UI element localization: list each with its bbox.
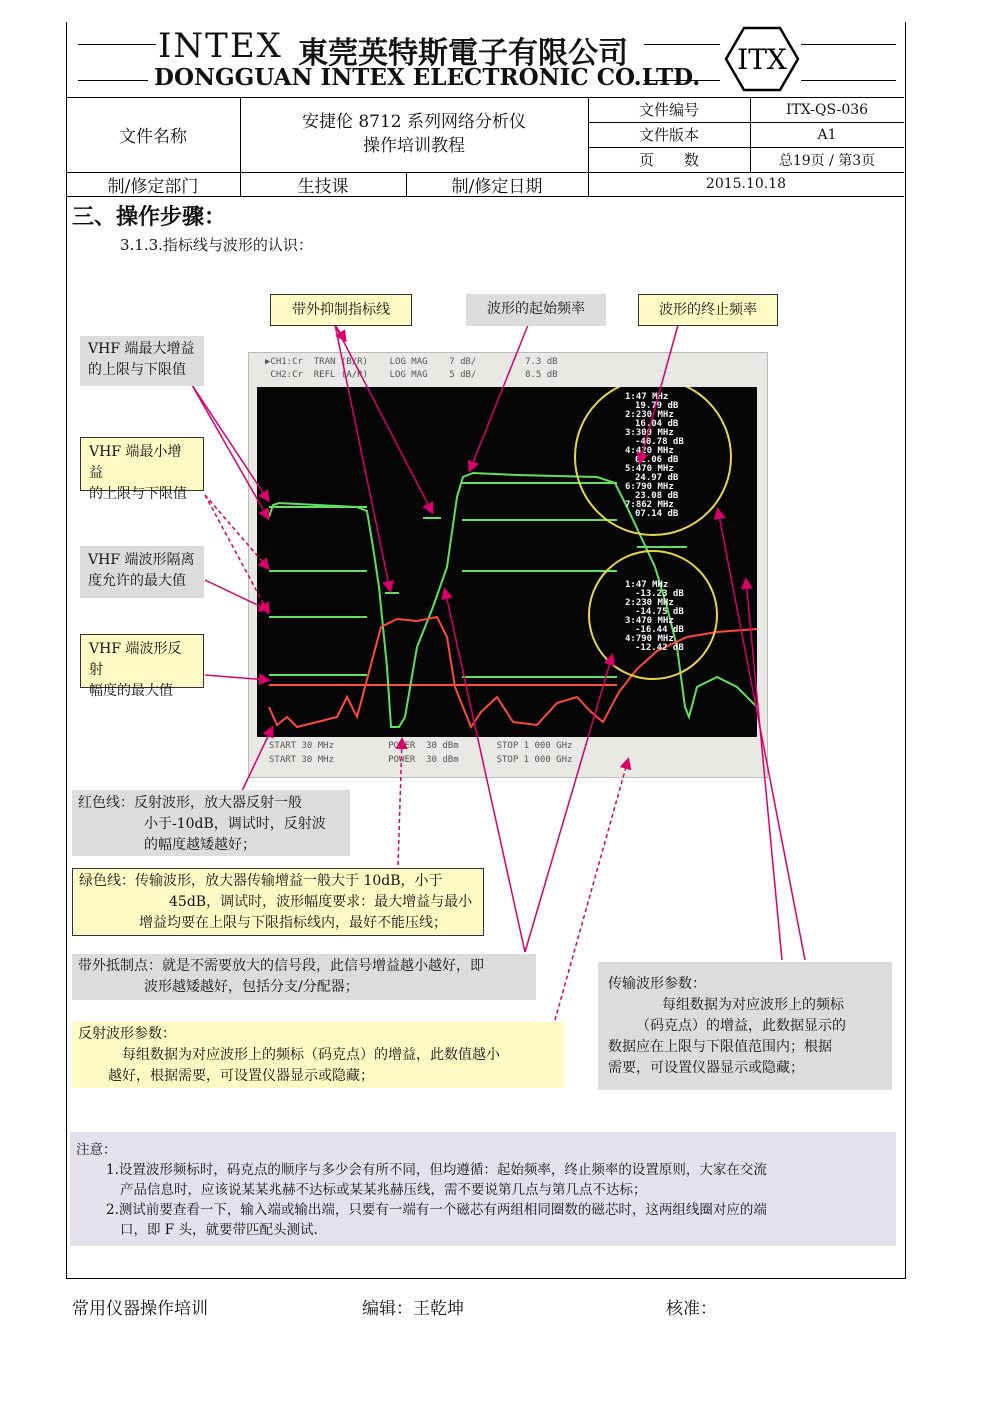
- band-reject-explanation: [72, 954, 536, 1000]
- red-line-text2: 小于-10dB，调试时，反射波: [144, 816, 326, 832]
- callout-vhf-reflect: [80, 634, 204, 699]
- marker-top-2-freq: 2:230 MHz: [625, 410, 674, 420]
- green-line-text2: 45dB，调试时，波形幅度要求：最大增益与最小: [169, 894, 473, 910]
- notes-title: 注意：: [76, 1142, 117, 1158]
- marker-top-2-val: 16.04 dB: [635, 419, 679, 429]
- reflect-param-title: 反射波形参数：: [78, 1026, 176, 1042]
- itx-logo-text: ITX: [737, 43, 787, 76]
- vhf-max-gain-line1: VHF 端最大增益: [88, 341, 195, 357]
- marker-bottom-2-freq: 2:230 MHz: [625, 598, 674, 608]
- marker-top-7-freq: 7:862 MHz: [625, 500, 674, 510]
- marker-top-7-val: 07.14 dB: [635, 509, 679, 519]
- green-line-text1: 绿色线：传输波形，放大器传输增益一般大于 10dB，小于: [79, 873, 443, 889]
- green-line-explanation: [72, 868, 484, 936]
- reflect-param-text1: 每组数据为对应波形上的频标（码克点）的增益，此数值越小: [122, 1047, 500, 1063]
- trans-param-explanation: [598, 962, 892, 1090]
- marker-top-3-freq: 3:300 MHz: [625, 428, 674, 438]
- section-subtitle: 3.1.3.指标线与波形的认识：: [120, 236, 313, 254]
- footer-approve: 核准：: [666, 1299, 717, 1319]
- marker-top-3-val: -40.78 dB: [635, 437, 684, 447]
- doc-no-value: ITX-QS-036: [785, 101, 869, 118]
- vhf-isolation-line2: 度允许的最大值: [88, 573, 186, 589]
- vhf-reflect-line1: VHF 端波形反射: [89, 641, 182, 678]
- channel1-readout: ▶CH1:Cr TRAN (B/R) LOG MAG 7 dB/ 7.3 dB: [265, 357, 558, 367]
- company-name-full-en: DONGGUAN INTEX ELECTRONIC CO.LTD.: [154, 64, 701, 91]
- footer-doc-title: 常用仪器操作培训: [72, 1299, 208, 1319]
- marker-top-5-val: 24.97 dB: [635, 473, 679, 483]
- trans-param-text4: 需要，可设置仪器显示或隐藏；: [608, 1060, 804, 1076]
- version-value: A1: [817, 126, 837, 143]
- marker-top-6-freq: 6:790 MHz: [625, 482, 674, 492]
- footer-editor: 编辑：王乾坤: [362, 1299, 464, 1319]
- marker-top-1-freq: 1:47 MHz: [625, 392, 669, 402]
- dept-label: 制/修定部门: [107, 176, 199, 197]
- vhf-max-gain-line2: 的上限与下限值: [88, 362, 186, 378]
- marker-bottom-4-freq: 4:790 MHz: [625, 634, 674, 644]
- band-reject-text2: 波形越矮越好，包括分支/分配器；: [144, 979, 359, 995]
- trans-param-text2: （码克点）的增益，此数据显示的: [636, 1018, 846, 1034]
- page-count-value: 总19页 / 第3页: [778, 152, 876, 169]
- marker-bottom-3-freq: 3:470 MHz: [625, 616, 674, 626]
- red-line-text3: 的幅度越矮越好；: [144, 837, 256, 853]
- date-label: 制/修定日期: [451, 176, 543, 197]
- sweep-readout-2: START 30 MHz POWER 30 dBm STOP 1 000 GHz: [269, 755, 573, 765]
- file-name-line2: 操作培训教程: [363, 136, 465, 156]
- marker-bottom-1-val: -13.23 dB: [635, 589, 684, 599]
- note-2-line1: 2.测试前要查看一下，输入端或输出端，只要有一端有一个磁芯有两组相同圈数的磁芯时，这两组线圈对应的端: [106, 1202, 767, 1218]
- callout-band-reject-line: 带外抑制指标线: [270, 294, 412, 326]
- red-line-explanation: [72, 790, 350, 856]
- marker-bottom-2-val: -14.75 dB: [635, 607, 684, 617]
- marker-top-1-val: 19.79 dB: [635, 401, 679, 411]
- vhf-min-gain-line1: VHF 端最小增益: [89, 444, 182, 481]
- notes-box: [70, 1132, 896, 1246]
- date-value: 2015.10.18: [705, 176, 787, 192]
- company-name-cn: 東莞英特斯電子有限公司: [298, 36, 628, 71]
- band-reject-text1: 带外抵制点：就是不需要放大的信号段，此信号增益越小越好，即: [78, 958, 484, 974]
- reflect-param-explanation: [72, 1022, 564, 1088]
- marker-top-4-val: 02.06 dB: [635, 455, 679, 465]
- marker-bottom-4-val: -12.42 dB: [635, 643, 684, 653]
- dept-value: 生技课: [297, 176, 349, 197]
- marker-bottom-1-freq: 1:47 MHz: [625, 580, 669, 590]
- section-title: 三、操作步骤：: [72, 205, 227, 230]
- doc-no-label: 文件编号: [638, 101, 699, 119]
- marker-top-4-freq: 4:420 MHz: [625, 446, 674, 456]
- callout-vhf-isolation: [80, 546, 204, 598]
- file-name-label: 文件名称: [119, 127, 187, 147]
- reflect-param-text2: 越好，根据需要，可设置仪器显示或隐藏；: [108, 1068, 374, 1084]
- vhf-reflect-line2: 幅度的最大值: [89, 683, 173, 699]
- marker-top-6-val: 23.08 dB: [635, 491, 679, 501]
- channel2-readout: CH2:Cr REFL (A/R) LOG MAG 5 dB/ 8.5 dB: [265, 370, 558, 380]
- callout-vhf-min-gain: [80, 437, 204, 502]
- vhf-min-gain-line2: 的上限与下限值: [89, 486, 187, 502]
- file-name-line1: 安捷伦 8712 系列网络分析仪: [301, 112, 527, 132]
- marker-top-5-freq: 5:470 MHz: [625, 464, 674, 474]
- version-label: 文件版本: [638, 126, 699, 144]
- trans-param-title: 传输波形参数：: [608, 976, 706, 992]
- callout-stop-freq: 波形的终止频率: [638, 294, 778, 326]
- red-line-text1: 红色线：反射波形，放大器反射一般: [78, 795, 302, 811]
- trans-param-text1: 每组数据为对应波形上的频标: [662, 997, 844, 1013]
- company-name-en: INTEX: [158, 26, 283, 66]
- sweep-readout-1: START 30 MHz POWER 30 dBm STOP 1 000 GHz: [269, 741, 573, 751]
- page-count-label: 页 数: [638, 151, 699, 169]
- note-1-line1: 1.设置波形频标时，码克点的顺序与多少会有所不同，但均遵循：起始频率，终止频率的设置原则，大家在交流: [106, 1162, 767, 1178]
- note-1-line2: 产品信息时，应该说某某兆赫不达标或某某兆赫压线，需不要说第几点与第几点不达标；: [120, 1182, 647, 1198]
- callout-vhf-max-gain: [80, 336, 204, 386]
- note-2-line2: 口，即 F 头，就要带匹配头测试.: [120, 1222, 318, 1238]
- marker-bottom-3-val: -16.44 dB: [635, 625, 684, 635]
- trans-param-text3: 数据应在上限与下限值范围内；根据: [608, 1039, 832, 1055]
- callout-start-freq: 波形的起始频率: [466, 294, 606, 326]
- vhf-isolation-line1: VHF 端波形隔离: [88, 552, 195, 568]
- green-line-text3: 增益均要在上限与下限指标线内，最好不能压线；: [139, 915, 447, 931]
